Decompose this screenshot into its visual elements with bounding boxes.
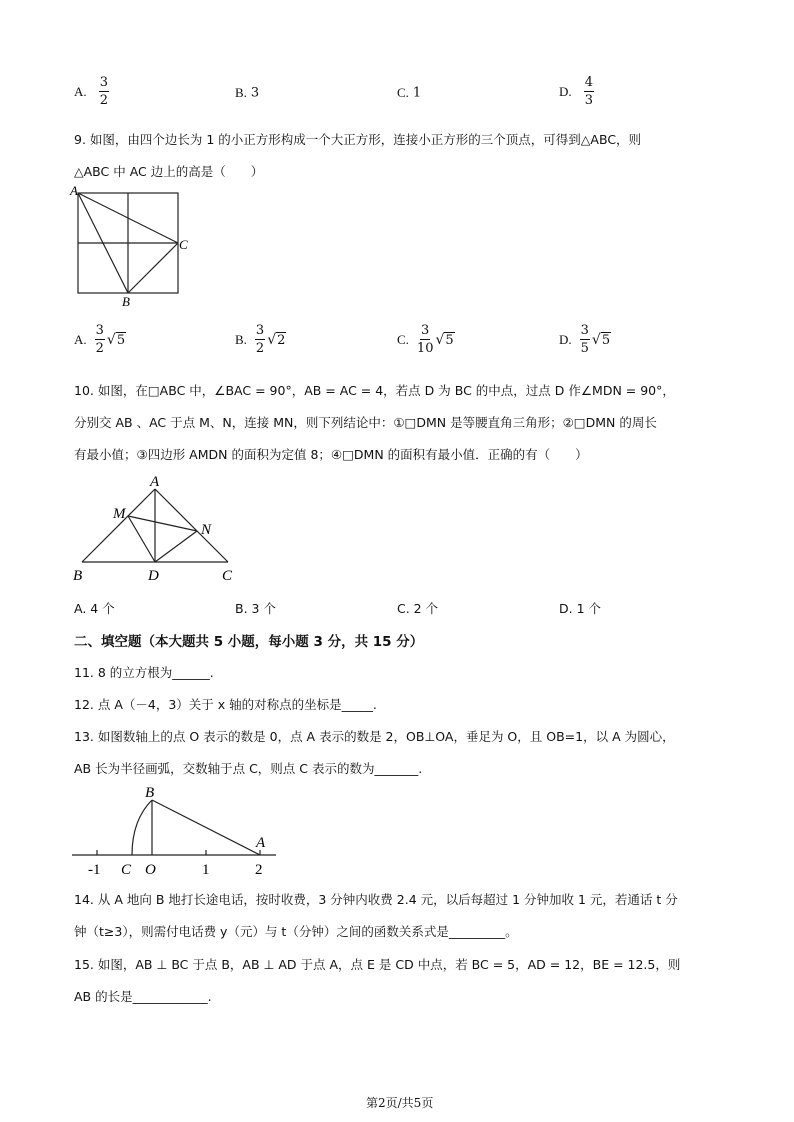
segment-md: [128, 516, 155, 562]
q9-line1: 9. 如图，由四个边长为 1 的小正方形构成一个大正方形，连接小正方形的三个顶点，可得到△ABC，则: [74, 132, 642, 147]
label-b: B: [145, 785, 155, 801]
q10-figure: [68, 472, 248, 587]
q13-figure: [66, 780, 286, 880]
q9-option-d: D. $\frac{3}{5}$ √5: [559, 323, 611, 356]
label-a: A: [256, 835, 266, 851]
q9-option-c: C. $\frac{3}{10}$ √5: [397, 323, 454, 356]
section-heading: 二、填空题（本大题共 5 小题，每小题 3 分，共 15 分）: [74, 634, 424, 650]
q10-line2: 分别交 AB 、AC 于点 M、N，连接 MN，则下列结论中：①□DMN 是等腰直角三角形；②□DMN 的周长: [74, 415, 657, 430]
label-m: M: [113, 506, 126, 522]
q9-line2: △ABC 中 AC 边上的高是（ ）: [74, 164, 264, 179]
q10-option-d: D. 1 个: [559, 601, 601, 616]
option-label: A.: [74, 331, 87, 347]
label-c: C: [121, 862, 132, 878]
label-a: A: [150, 474, 160, 490]
page-number: 第2页/共5页: [366, 1096, 434, 1110]
q8-option-c: C. 1: [397, 85, 422, 101]
q13-line1: 13. 如图数轴上的点 O 表示的数是 0，点 A 表示的数是 2，OB⊥OA，垂足为 O，且 OB=1，以 A 为圆心，: [74, 729, 675, 744]
label-d: D: [148, 568, 159, 584]
label-a: A: [70, 183, 78, 198]
q10-option-c: C. 2 个: [397, 601, 439, 616]
q9-option-b: B. $\frac{3}{2}$ √2: [235, 323, 286, 356]
q9-figure: [68, 183, 198, 308]
label-b: B: [122, 294, 130, 308]
q10-line3: 有最小值；③四边形 AMDN 的面积为定值 8；④□DMN 的面积有最小值．正确的有（ ）: [74, 447, 588, 462]
q10-option-b: B. 3 个: [235, 601, 276, 616]
segment-ab: [82, 489, 155, 562]
option-label: D.: [559, 331, 572, 347]
q15-line2: AB 的长是____________.: [74, 989, 212, 1004]
option-label: C.: [397, 85, 409, 100]
label-c: C: [179, 237, 188, 252]
q14-line1: 14. 从 A 地向 B 地打长途电话，按时收费，3 分钟内收费 2.4 元，以后每超过 1 分钟加收 1 元，若通话 t 分: [74, 892, 678, 907]
q8-option-b: B. 3: [235, 85, 260, 101]
q15-line1: 15. 如图，AB ⊥ BC 于点 B，AB ⊥ AD 于点 A，点 E 是 CD 中点，若 BC = 5，AD = 12，BE = 12.5，则: [74, 957, 681, 972]
q10-line1: 10. 如图，在□ABC 中，∠BAC = 90°，AB = AC = 4，若点 D 为 BC 的中点，过点 D 作∠MDN = 90°，: [74, 383, 675, 398]
label-minus-one: -1: [88, 862, 101, 878]
q14-line2: 钟（t≥3），则需付电话费 y（元）与 t（分钟）之间的函数关系式是_________。: [74, 924, 518, 939]
label-one: 1: [202, 862, 210, 878]
q12-text: 12. 点 A（－4，3）关于 x 轴的对称点的坐标是_____.: [74, 697, 377, 712]
label-o: O: [145, 862, 156, 878]
segment-bc: [128, 243, 178, 293]
q13-line2: AB 长为半径画弧，交数轴于点 C，则点 C 表示的数为_______.: [74, 761, 423, 776]
option-label: B.: [235, 331, 247, 347]
label-c: C: [222, 568, 233, 584]
segment-mn: [128, 516, 197, 531]
fraction: $\frac{3}{2}$: [99, 75, 109, 108]
arc-from-a: [132, 800, 152, 855]
fraction: $\frac{4}{3}$: [584, 75, 594, 108]
option-label: B.: [235, 85, 247, 100]
q11-text: 11. 8 的立方根为______.: [74, 665, 214, 680]
q10-option-a: A. 4 个: [74, 601, 115, 616]
segment-ab: [152, 800, 260, 855]
label-b: B: [73, 568, 83, 584]
segment-nd: [155, 531, 197, 562]
q8-option-d: [559, 76, 594, 107]
option-label: D.: [559, 83, 572, 99]
label-two: 2: [255, 862, 263, 878]
q9-option-a: A. $\frac{3}{2}$ √5: [74, 323, 126, 356]
option-label: A.: [74, 83, 87, 99]
segment-ac: [155, 489, 228, 562]
q8-option-a: [74, 76, 109, 107]
option-label: C.: [397, 331, 409, 347]
label-n: N: [201, 522, 212, 538]
